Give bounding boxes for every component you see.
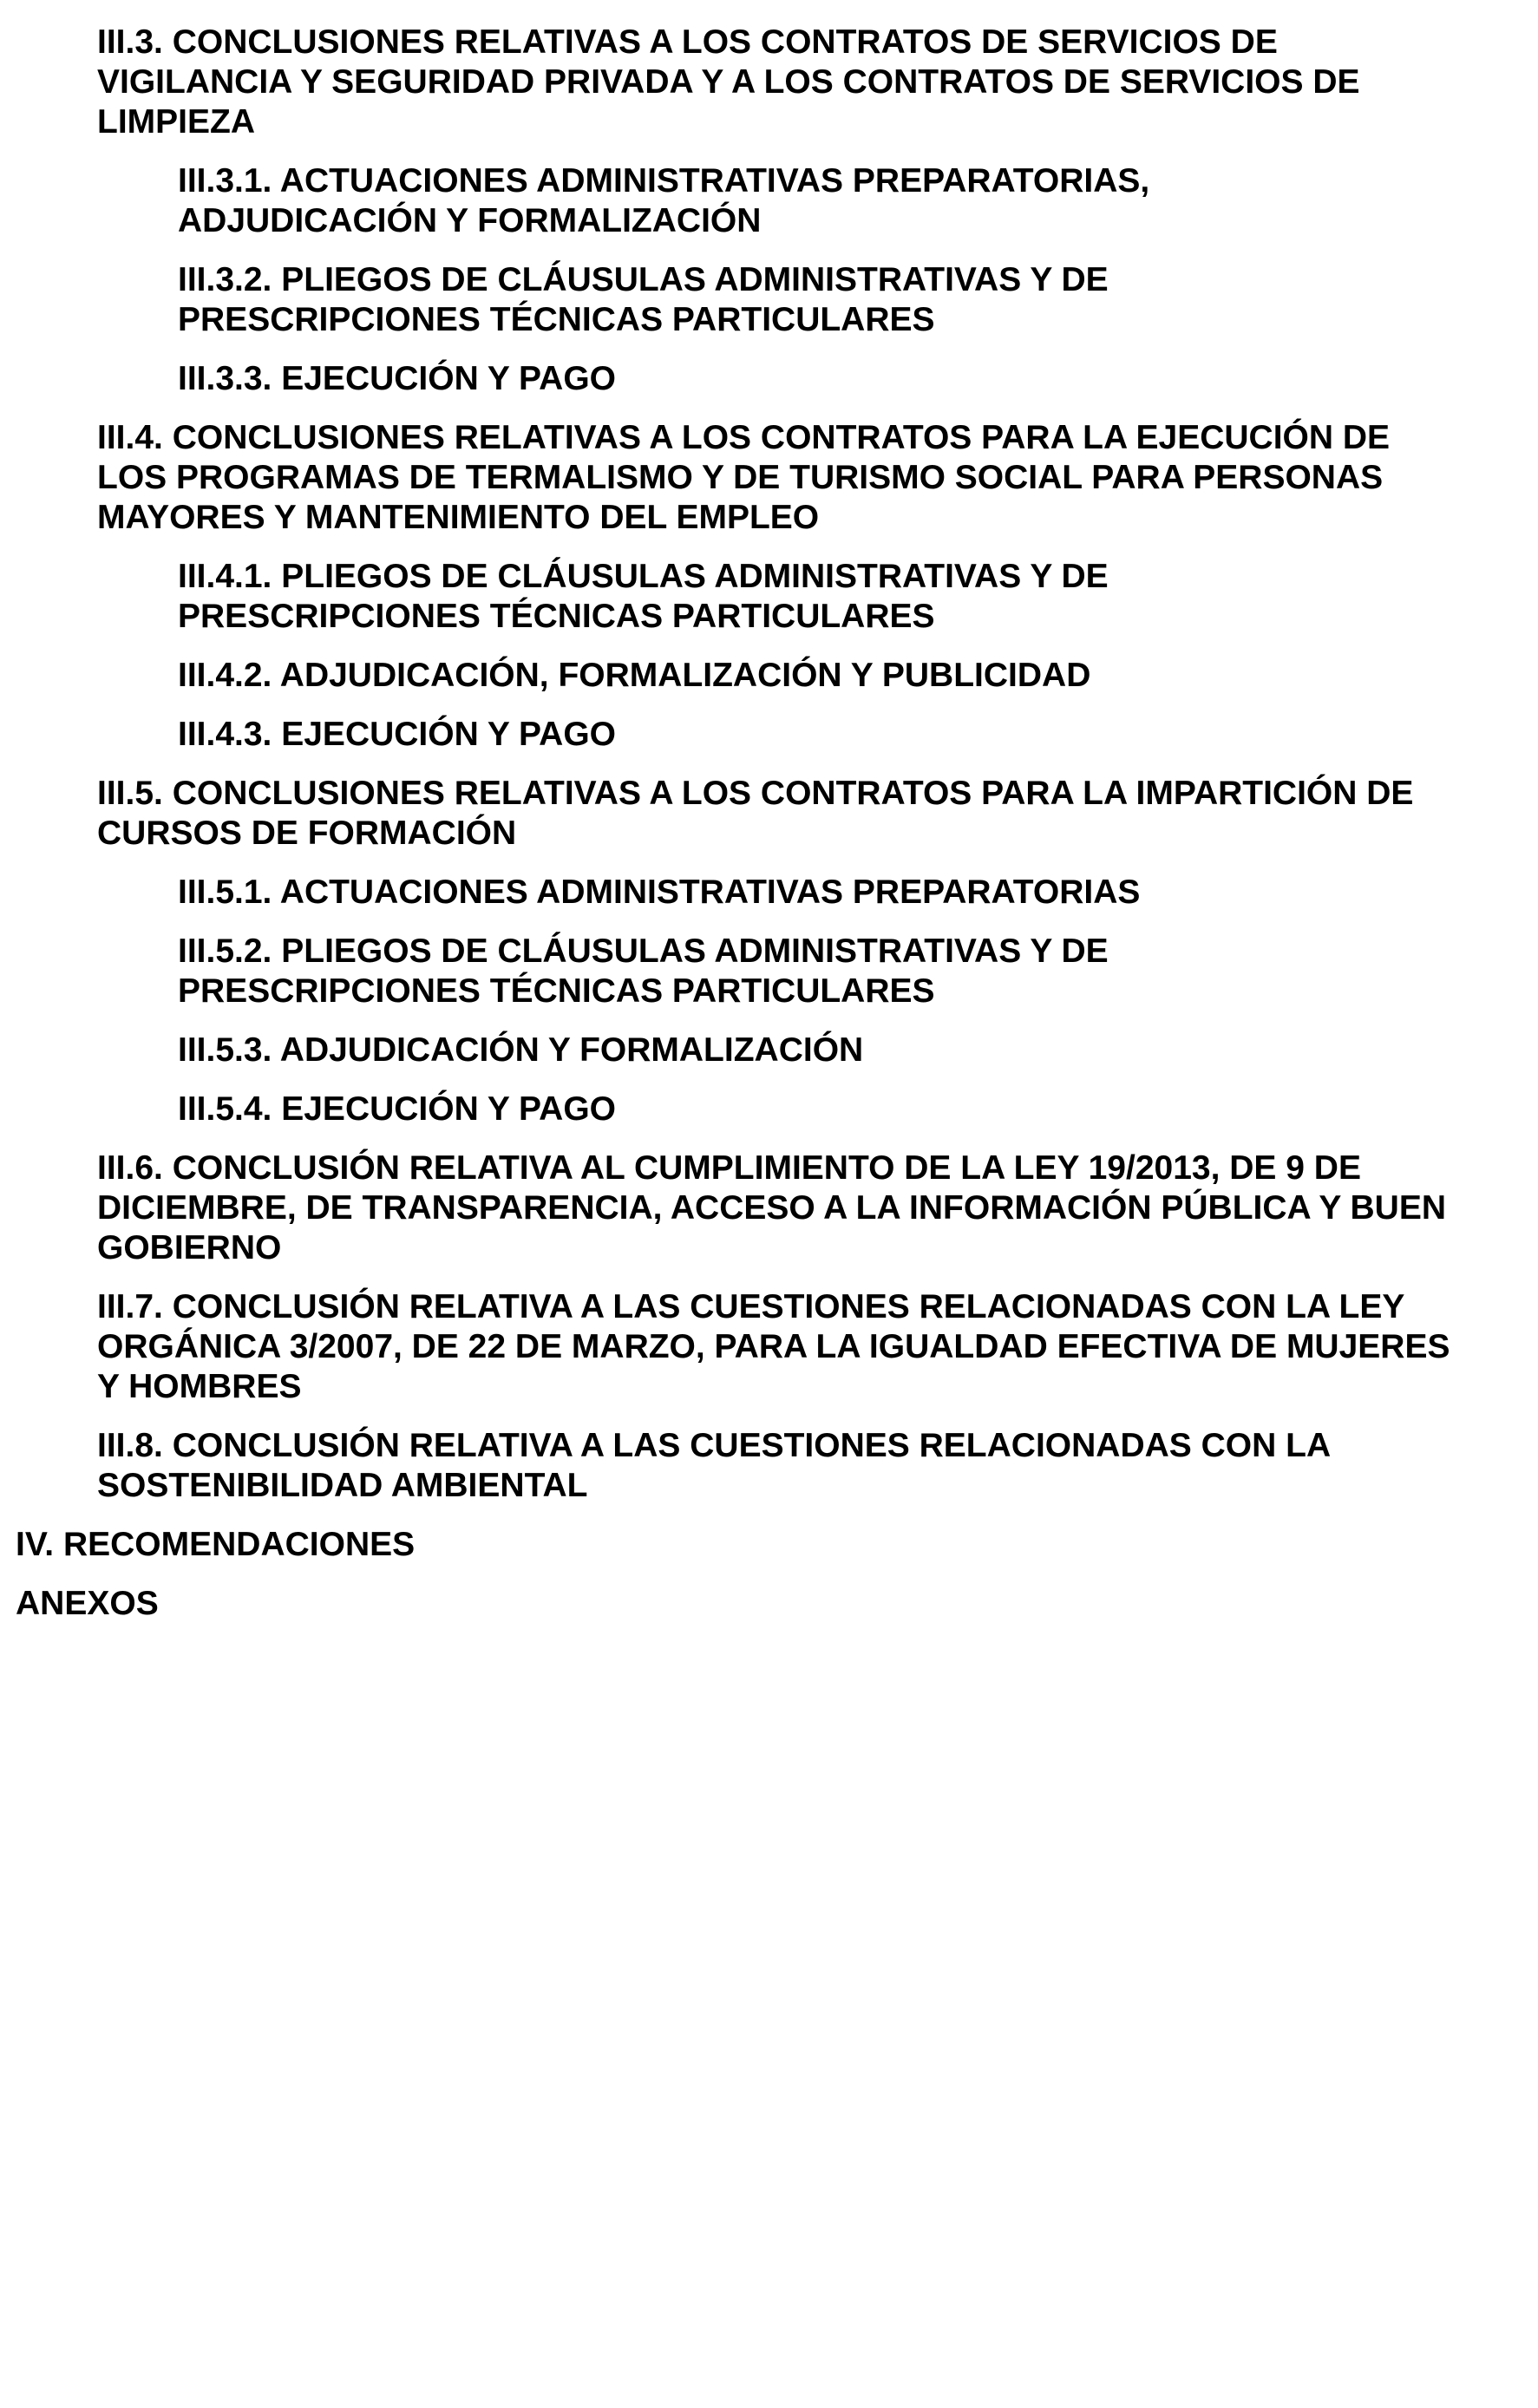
toc-entry-iii-8 bbox=[16, 1426, 1482, 1506]
toc-entry-iii-4 bbox=[16, 418, 1482, 538]
toc-entry-text: III.7. CONCLUSIÓN RELATIVA A LAS CUESTIONES RELACIONADAS CON LA LEY ORGÁNICA 3/2007, DE 22 DE MARZO, PARA LA IGUALDAD EFECTIVA DE MUJERES Y HOMBRES bbox=[97, 1288, 1450, 1405]
toc-entry-text: III.3.3. EJECUCIÓN Y PAGO bbox=[178, 360, 617, 397]
toc-entry-text: III.4.3. EJECUCIÓN Y PAGO bbox=[178, 716, 617, 753]
toc-entry-text: III.3.2. PLIEGOS DE CLÁUSULAS ADMINISTRATIVAS Y DE PRESCRIPCIONES TÉCNICAS PARTICULARES bbox=[178, 261, 1109, 338]
toc-entry-iii-6 bbox=[16, 1148, 1482, 1268]
toc-entry-text: III.4. CONCLUSIONES RELATIVAS A LOS CONTRATOS PARA LA EJECUCIÓN DE LOS PROGRAMAS DE TERMALISMO Y DE TURISMO SOCIAL PARA PERSONAS MAYORES Y MANTENIMIENTO DEL EMPLEO bbox=[97, 419, 1391, 536]
toc-entry-text: III.5. CONCLUSIONES RELATIVAS A LOS CONTRATOS PARA LA IMPARTICIÓN DE CURSOS DE FORMACIÓN bbox=[97, 775, 1414, 852]
toc-entry-text: ANEXOS bbox=[16, 1585, 159, 1622]
toc-entry-iii-3 bbox=[16, 23, 1482, 142]
toc-entry-iii-5-4 bbox=[16, 1089, 1482, 1129]
toc-entry-iii-5-2 bbox=[16, 932, 1482, 1011]
toc-entry-iii-4-3 bbox=[16, 715, 1482, 755]
toc-entry-iii-4-2 bbox=[16, 656, 1482, 696]
toc-entry-text: III.4.2. ADJUDICACIÓN, FORMALIZACIÓN Y PUBLICIDAD bbox=[178, 657, 1091, 694]
toc-entry-iii-5 bbox=[16, 774, 1482, 854]
toc-entry-iii-3-3 bbox=[16, 359, 1482, 399]
toc-entry-text: III.3. CONCLUSIONES RELATIVAS A LOS CONTRATOS DE SERVICIOS DE VIGILANCIA Y SEGURIDAD PRIVADA Y A LOS CONTRATOS DE SERVICIOS DE LIMPIEZA bbox=[97, 23, 1360, 141]
toc-entry-text: III.5.1. ACTUACIONES ADMINISTRATIVAS PREPARATORIAS bbox=[178, 874, 1141, 911]
toc-entry-text: III.4.1. PLIEGOS DE CLÁUSULAS ADMINISTRATIVAS Y DE PRESCRIPCIONES TÉCNICAS PARTICULARES bbox=[178, 558, 1109, 635]
toc-entry-iii-4-1 bbox=[16, 557, 1482, 637]
toc-entry-anexos bbox=[16, 1584, 1482, 1624]
toc-entry-text: III.3.1. ACTUACIONES ADMINISTRATIVAS PREPARATORIAS, ADJUDICACIÓN Y FORMALIZACIÓN bbox=[178, 162, 1150, 239]
toc-entry-iii-5-3 bbox=[16, 1031, 1482, 1070]
toc-entry-text: IV. RECOMENDACIONES bbox=[16, 1526, 416, 1563]
table-of-contents bbox=[16, 23, 1482, 1624]
toc-entry-text: III.5.2. PLIEGOS DE CLÁUSULAS ADMINISTRATIVAS Y DE PRESCRIPCIONES TÉCNICAS PARTICULARES bbox=[178, 932, 1109, 1010]
toc-entry-iv bbox=[16, 1525, 1482, 1565]
toc-entry-text: III.8. CONCLUSIÓN RELATIVA A LAS CUESTIONES RELACIONADAS CON LA SOSTENIBILIDAD AMBIENTAL bbox=[97, 1427, 1330, 1504]
toc-entry-text: III.6. CONCLUSIÓN RELATIVA AL CUMPLIMIENTO DE LA LEY 19/2013, DE 9 DE DICIEMBRE, DE TRANSPARENCIA, ACCESO A LA INFORMACIÓN PÚBLICA Y BUEN GOBIERNO bbox=[97, 1149, 1447, 1266]
toc-entry-iii-7 bbox=[16, 1287, 1482, 1407]
toc-entry-iii-5-1 bbox=[16, 873, 1482, 913]
toc-entry-text: III.5.4. EJECUCIÓN Y PAGO bbox=[178, 1090, 617, 1128]
toc-entry-iii-3-1 bbox=[16, 161, 1482, 241]
toc-entry-iii-3-2 bbox=[16, 260, 1482, 340]
toc-entry-text: III.5.3. ADJUDICACIÓN Y FORMALIZACIÓN bbox=[178, 1031, 864, 1069]
